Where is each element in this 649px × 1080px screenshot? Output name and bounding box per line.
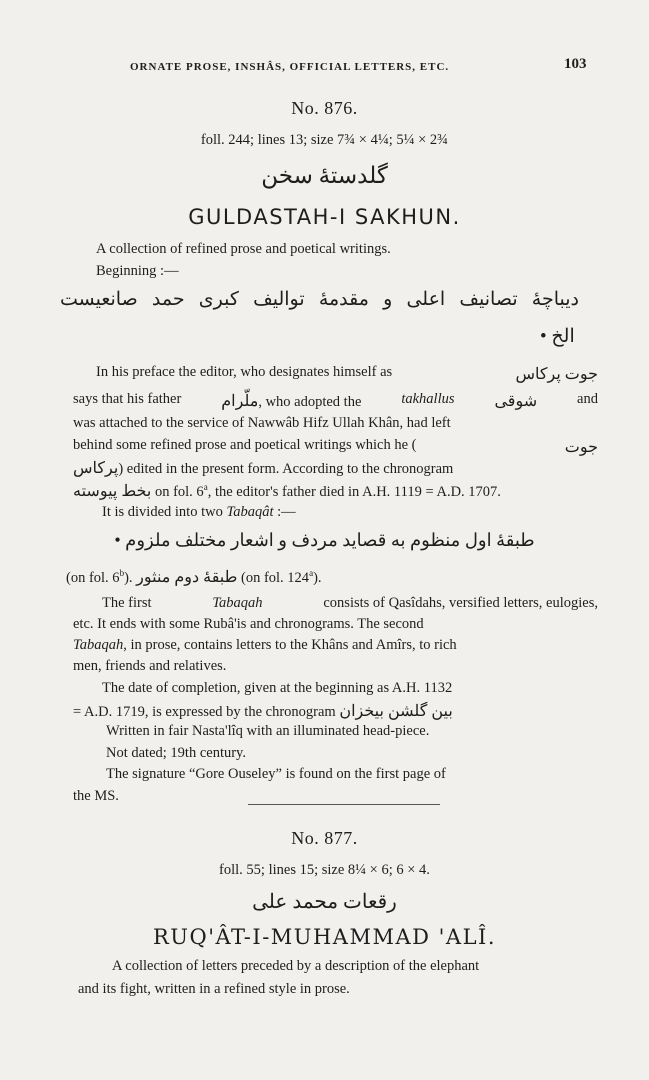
preface-line-5-arabic: پرکاس — [73, 460, 119, 477]
contents-line-2-text: etc. It ends with some Rubâ'is and chronograms. The second — [73, 616, 424, 632]
preface-line-6b: , the editor's father died in A.H. 1119 = A.D. 1707. — [207, 484, 501, 500]
tabaqa-line-c-sup: a — [309, 568, 314, 579]
entry-876-description: A collection of refined prose and poetical writings. — [96, 241, 391, 257]
entry-877-desc-line-2: and its fight, written in a refined style in prose. — [78, 981, 350, 997]
entry-876-foll: foll. 244; lines 13; size 7¾ × 4¼; 5¼ × 2¾ — [200, 132, 449, 148]
preface-line-5 — [73, 458, 598, 478]
preface-line-2-arabic-2: شوقی — [494, 393, 538, 410]
tabaqat-intro-end: :— — [277, 504, 296, 520]
date-line-2 — [73, 701, 453, 721]
tabaqa-2-arabic: طبقهٔ دوم منثور — [136, 569, 238, 586]
preface-line-6a: on fol. 6 — [154, 484, 204, 500]
entry-877-title-arabic: رقعات محمد علی — [252, 891, 397, 913]
tabaqa-line-b: ). — [124, 570, 133, 586]
preface-line-3-text: was attached to the service of Nawwâb Hifz Ullah Khân, had left — [73, 415, 451, 431]
tabaqa-line-d: ). — [313, 570, 322, 586]
entry-877-number: No. 877. — [291, 828, 358, 848]
running-title: ORNATE PROSE, INSHÂS, OFFICIAL LETTERS, ETC. — [130, 61, 450, 73]
preface-line-2c: and — [577, 391, 598, 407]
contents-line-1b: consists of Qasîdahs, versified letters, eulogies, — [323, 595, 598, 611]
contents-line-4: men, friends and relatives. — [73, 658, 227, 674]
preface-line-1 — [96, 364, 598, 384]
contents-line-3-text: , in prose, contains letters to the Khâns and Amîrs, to rich — [123, 637, 457, 653]
contents-line-3-italic: Tabaqah — [73, 637, 124, 653]
entry-876-beginning-label: Beginning :— — [96, 263, 179, 279]
entry-876-number: No. 876. — [291, 98, 358, 118]
preface-line-2-arabic: ملّرام — [221, 393, 259, 410]
entry-877-title: RUQ'ÂT-I-MUHAMMAD 'ALÎ. — [152, 925, 497, 949]
signature-line-1 — [106, 766, 598, 783]
preface-line-4-text: behind some refined prose and poetical writings which he ( — [73, 437, 417, 453]
tabaqa-line — [66, 567, 322, 587]
entry-877-foll: foll. 55; lines 15; size 8¼ × 6; 6 × 4. — [219, 862, 430, 878]
preface-line-2-italic: takhallus — [401, 391, 455, 407]
tabaqat-intro — [102, 504, 296, 521]
signature-line-2: the MS. — [73, 788, 119, 804]
tabaqat-intro-italic: Tabaqât — [226, 504, 274, 520]
preface-line-1-arabic: جوت پرکاس — [515, 366, 598, 383]
contents-line-2 — [73, 616, 598, 633]
entry-divider — [248, 804, 440, 805]
contents-line-1 — [102, 595, 598, 612]
preface-line-3 — [73, 415, 598, 432]
date-line-1-text: The date of completion, given at the beginning as A.H. 1132 — [102, 680, 453, 696]
date-line-1 — [102, 680, 598, 697]
preface-line-1-text: In his preface the editor, who designates himself as — [96, 364, 393, 380]
entry-877-desc-line-1 — [112, 958, 598, 975]
tabaqa-line-a-sup: b — [119, 568, 125, 579]
signature-line-1-text: The signature “Gore Ouseley” is found on the first page of — [106, 766, 446, 782]
tabaqa-line-a: (on fol. 6 — [66, 570, 120, 586]
contents-line-3 — [73, 637, 598, 654]
tabaqat-intro-text: It is divided into two — [102, 504, 223, 520]
preface-line-4-arabic: جوت — [564, 439, 598, 456]
preface-line-2b: , who adopted the — [258, 394, 362, 410]
preface-line-2a: says that his father — [73, 391, 182, 407]
entry-877-desc-line-1-text: A collection of letters preceded by a description of the elephant — [112, 958, 480, 974]
written-note: Written in fair Nasta'lîq with an illuminated head-piece. — [106, 723, 430, 739]
preface-line-4 — [73, 437, 598, 457]
entry-876-title-arabic: گلدستهٔ سخن — [261, 163, 388, 188]
preface-line-6-arabic: بخط پیوسته — [73, 483, 152, 500]
date-line-2-text: = A.D. 1719, is expressed by the chronogram — [73, 704, 336, 720]
dated-note: Not dated; 19th century. — [106, 745, 246, 761]
preface-line-2 — [73, 391, 598, 411]
contents-line-1-italic: Tabaqah — [212, 595, 263, 611]
date-line-2-arabic: بین گلشن بیخزان — [339, 703, 453, 720]
entry-876-title: GULDASTAH-I SAKHUN. — [188, 205, 461, 229]
preface-line-6 — [73, 481, 598, 501]
preface-line-6-sup: a — [203, 482, 208, 493]
entry-876-beginning-arabic-end: الخ • — [540, 326, 575, 347]
entry-876-beginning-arabic: دیباچهٔ تصانیف اعلی و مقدمهٔ توالیف کبری حمد صانعیست — [60, 289, 579, 310]
page-number: 103 — [564, 56, 587, 72]
tabaqa-line-c: (on fol. 124 — [241, 570, 310, 586]
contents-line-1a: The first — [102, 595, 152, 611]
preface-line-5-text: ) edited in the present form. According to the chronogram — [118, 461, 454, 477]
tabaqa-1-arabic: طبقهٔ اول منظوم به قصاید مردف و اشعار مختلف ملزوم • — [114, 530, 535, 550]
